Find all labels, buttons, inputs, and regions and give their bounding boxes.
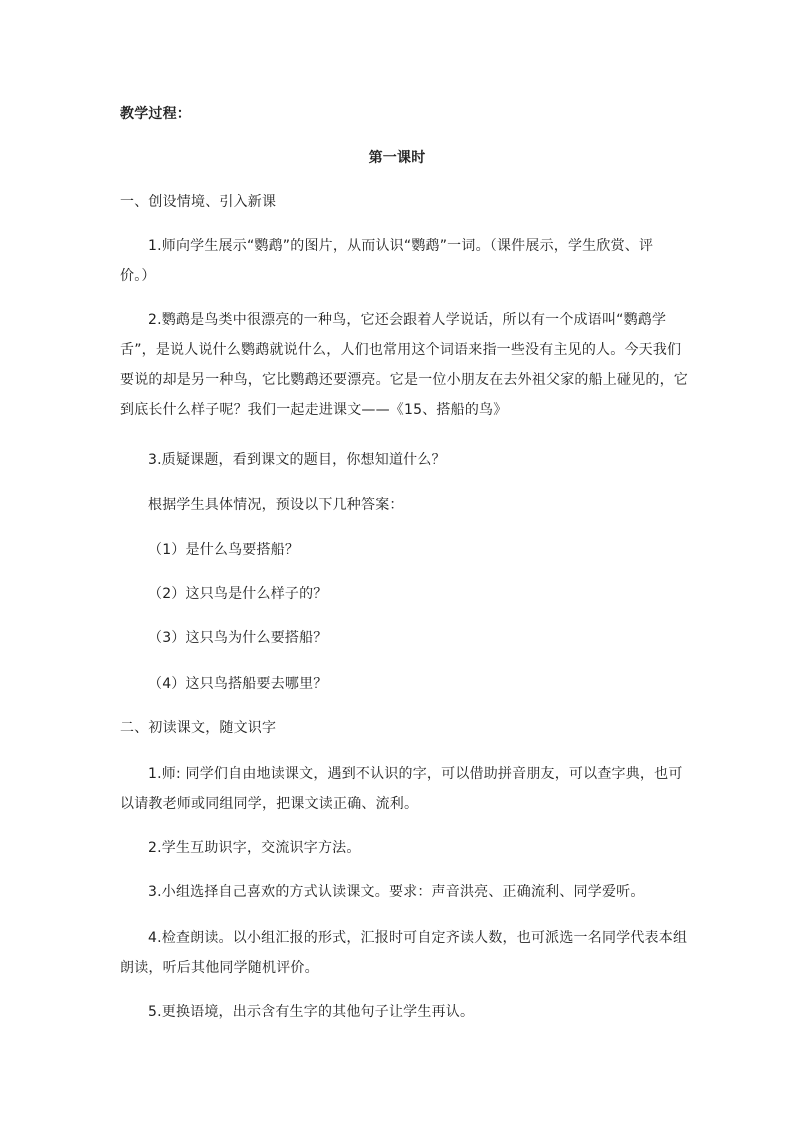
- heading-teaching-process: 教学过程：: [120, 106, 191, 122]
- section2-item1-line2: 以请教老师或同组同学，把课文读正确、流利。: [120, 796, 419, 812]
- section2-item4-line1: 4.检查朗读。以小组汇报的形式，汇报时可自定齐读人数，也可派选一名同学代表本组: [148, 930, 688, 946]
- section1-item1-line1: 1.师向学生展示“鹦鹉”的图片，从而认识“鹦鹉”一词。（课件展示，学生欣赏、评: [148, 238, 654, 254]
- section1-title: 一、创设情境、引入新课: [120, 194, 277, 210]
- section2-item3: 3.小组选择自己喜欢的方式认读课文。要求：声音洪亮、正确流利、同学爱听。: [148, 884, 645, 900]
- section2-item2: 2.学生互助识字，交流识字方法。: [148, 840, 361, 856]
- section1-item2-line1: 2.鹦鹉是鸟类中很漂亮的一种鸟，它还会跟着人学说话，所以有一个成语叫“鹦鹉学: [148, 312, 667, 328]
- section2-item5: 5.更换语境，出示含有生字的其他句子让学生再认。: [148, 1004, 475, 1020]
- section2-item4-line2: 朗读，听后其他同学随机评价。: [120, 960, 319, 976]
- answer-item-4: （4）这只鸟搭船要去哪里？: [148, 676, 328, 692]
- lesson-title: 第一课时: [368, 150, 426, 166]
- answers-intro: 根据学生具体情况，预设以下几种答案：: [148, 497, 404, 513]
- section1-item2-line4: 到底长什么样子呢？我们一起走进课文——《15、搭船的鸟》: [120, 402, 508, 418]
- section2-item1-line1: 1.师: 同学们自由地读课文，遇到不认识的字，可以借助拼音朋友，可以查字典，也可: [148, 766, 683, 782]
- section1-item3: 3.质疑课题，看到课文的题目，你想知道什么？: [148, 452, 446, 468]
- answer-item-3: （3）这只鸟为什么要搭船？: [148, 630, 328, 646]
- section1-item2-line3: 要说的却是另一种鸟，它比鹦鹉还要漂亮。它是一位小朋友在去外祖父家的船上碰见的，它: [120, 372, 688, 388]
- section1-item2-line2: 舌”，是说人说什么鹦鹉就说什么，人们也常用这个词语来指一些没有主见的人。今天我们: [120, 342, 682, 358]
- section2-title: 二、初读课文，随文识字: [120, 720, 277, 736]
- answer-item-1: （1）是什么鸟要搭船？: [148, 542, 300, 558]
- section1-item1-line2: 价。）: [120, 268, 156, 284]
- answer-item-2: （2）这只鸟是什么样子的？: [148, 586, 328, 602]
